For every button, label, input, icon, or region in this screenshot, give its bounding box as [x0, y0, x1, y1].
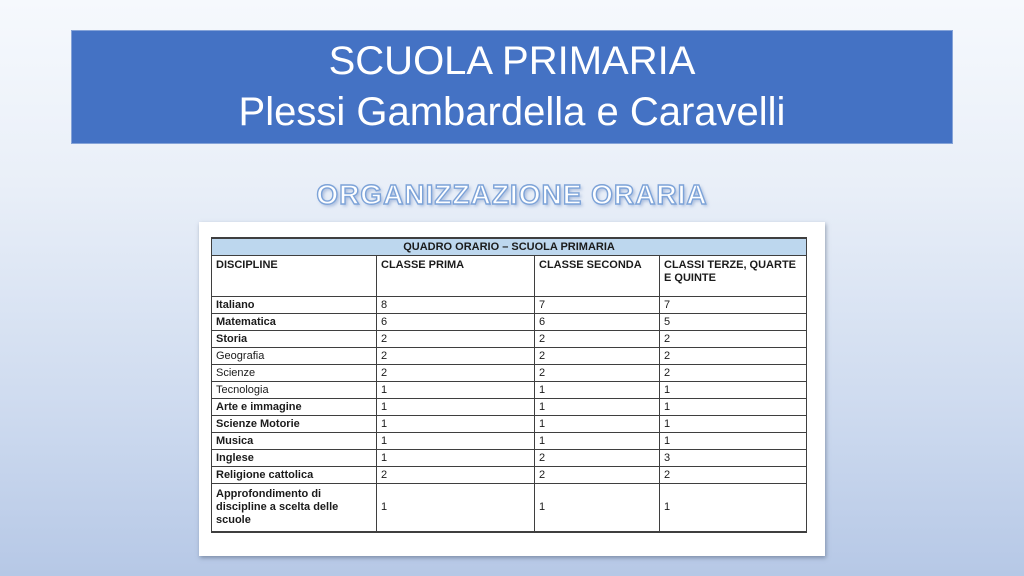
value-cell: 2: [377, 348, 535, 365]
value-cell: 2: [377, 331, 535, 348]
value-cell: 2: [535, 331, 660, 348]
column-header-discipline: DISCIPLINE: [212, 256, 377, 297]
discipline-cell: Arte e immagine: [212, 399, 377, 416]
column-header-classi-terze-quarte-quinte: CLASSI TERZE, QUARTE E QUINTE: [660, 256, 807, 297]
value-cell: 1: [535, 416, 660, 433]
table-title-row: [212, 238, 807, 256]
value-cell: 6: [535, 314, 660, 331]
discipline-cell: Scienze Motorie: [212, 416, 377, 433]
title-banner: [71, 30, 953, 144]
value-cell: 2: [660, 348, 807, 365]
value-cell: 5: [660, 314, 807, 331]
value-cell: 7: [660, 297, 807, 314]
column-header-classe-prima: CLASSE PRIMA: [377, 256, 535, 297]
column-header-classe-seconda: CLASSE SECONDA: [535, 256, 660, 297]
discipline-cell: Musica: [212, 433, 377, 450]
value-cell: 1: [377, 433, 535, 450]
slide-subtitle: ORGANIZZAZIONE ORARIA: [316, 179, 708, 210]
value-cell: 1: [660, 399, 807, 416]
value-cell: 1: [535, 484, 660, 532]
discipline-cell: Matematica: [212, 314, 377, 331]
value-cell: 8: [377, 297, 535, 314]
discipline-cell: Italiano: [212, 297, 377, 314]
value-cell: 1: [535, 433, 660, 450]
value-cell: 6: [377, 314, 535, 331]
table-row: [212, 365, 807, 382]
value-cell: 2: [377, 365, 535, 382]
table-row: [212, 433, 807, 450]
value-cell: 1: [660, 416, 807, 433]
table-row: [212, 314, 807, 331]
discipline-cell: Religione cattolica: [212, 467, 377, 484]
column-header-row: [212, 256, 807, 297]
value-cell: 1: [535, 399, 660, 416]
value-cell: 2: [535, 348, 660, 365]
value-cell: 2: [660, 467, 807, 484]
discipline-cell: Approfondimento di discipline a scelta delle scuole: [212, 484, 377, 532]
value-cell: 1: [377, 399, 535, 416]
value-cell: 2: [535, 365, 660, 382]
value-cell: 1: [660, 433, 807, 450]
discipline-cell: Scienze: [212, 365, 377, 382]
slide-title-line2: Plessi Gambardella e Caravelli: [238, 90, 786, 134]
value-cell: 1: [660, 382, 807, 399]
table-row: [212, 467, 807, 484]
table-row: [212, 297, 807, 314]
value-cell: 2: [535, 450, 660, 467]
value-cell: 7: [535, 297, 660, 314]
table-row: [212, 348, 807, 365]
table-row: [212, 399, 807, 416]
table-row: [212, 331, 807, 348]
discipline-cell: Storia: [212, 331, 377, 348]
value-cell: 1: [377, 382, 535, 399]
table-row: [212, 484, 807, 532]
slide-title-line1: SCUOLA PRIMARIA: [328, 39, 696, 83]
timetable-body: [212, 297, 807, 532]
table-title: QUADRO ORARIO – SCUOLA PRIMARIA: [212, 238, 807, 256]
value-cell: 1: [660, 484, 807, 532]
discipline-cell: Tecnologia: [212, 382, 377, 399]
value-cell: 2: [535, 467, 660, 484]
value-cell: 3: [660, 450, 807, 467]
table-row: [212, 416, 807, 433]
value-cell: 1: [377, 484, 535, 532]
value-cell: 2: [660, 365, 807, 382]
value-cell: 1: [377, 450, 535, 467]
value-cell: 1: [535, 382, 660, 399]
discipline-cell: Geografia: [212, 348, 377, 365]
timetable-panel: [199, 222, 825, 556]
value-cell: 2: [660, 331, 807, 348]
table-row: [212, 450, 807, 467]
discipline-cell: Inglese: [212, 450, 377, 467]
value-cell: 2: [377, 467, 535, 484]
table-row: [212, 382, 807, 399]
timetable: [211, 237, 807, 533]
value-cell: 1: [377, 416, 535, 433]
